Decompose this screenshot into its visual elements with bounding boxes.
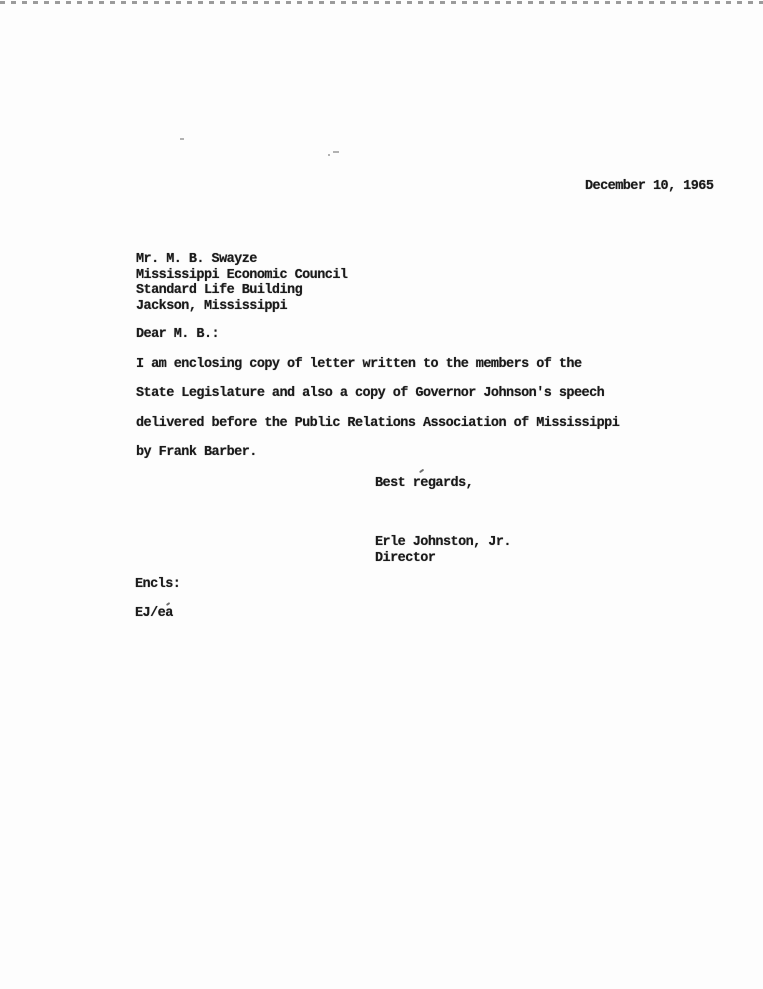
closing: Best regards, — [375, 476, 474, 491]
body-line: State Legislature and also a copy of Governor Johnson's speech — [136, 386, 605, 401]
scan-artifact — [328, 154, 330, 156]
address-line: Mr. M. B. Swayze — [136, 252, 257, 267]
body-line: delivered before the Public Relations Association of Mississippi — [136, 416, 620, 431]
signature-title: Director — [375, 551, 436, 566]
scan-artifact — [419, 469, 424, 473]
signature-name: Erle Johnston, Jr. — [375, 535, 511, 550]
enclosure-note: Encls: — [135, 577, 181, 592]
body-line: I am enclosing copy of letter written to the members of the — [136, 357, 582, 372]
date-line: December 10, 1965 — [585, 179, 714, 194]
scan-artifact — [180, 138, 184, 140]
typist-initials: EJ/ea — [135, 606, 173, 621]
scan-artifact — [333, 151, 339, 153]
salutation: Dear M. B.: — [136, 327, 220, 342]
perforation-edge — [0, 1, 763, 4]
address-line: Mississippi Economic Council — [136, 267, 348, 283]
body-line: by Frank Barber. — [136, 445, 257, 460]
address-line: Jackson, Mississippi — [136, 298, 288, 314]
recipient-address — [136, 252, 347, 314]
address-line: Standard Life Building — [136, 283, 303, 298]
